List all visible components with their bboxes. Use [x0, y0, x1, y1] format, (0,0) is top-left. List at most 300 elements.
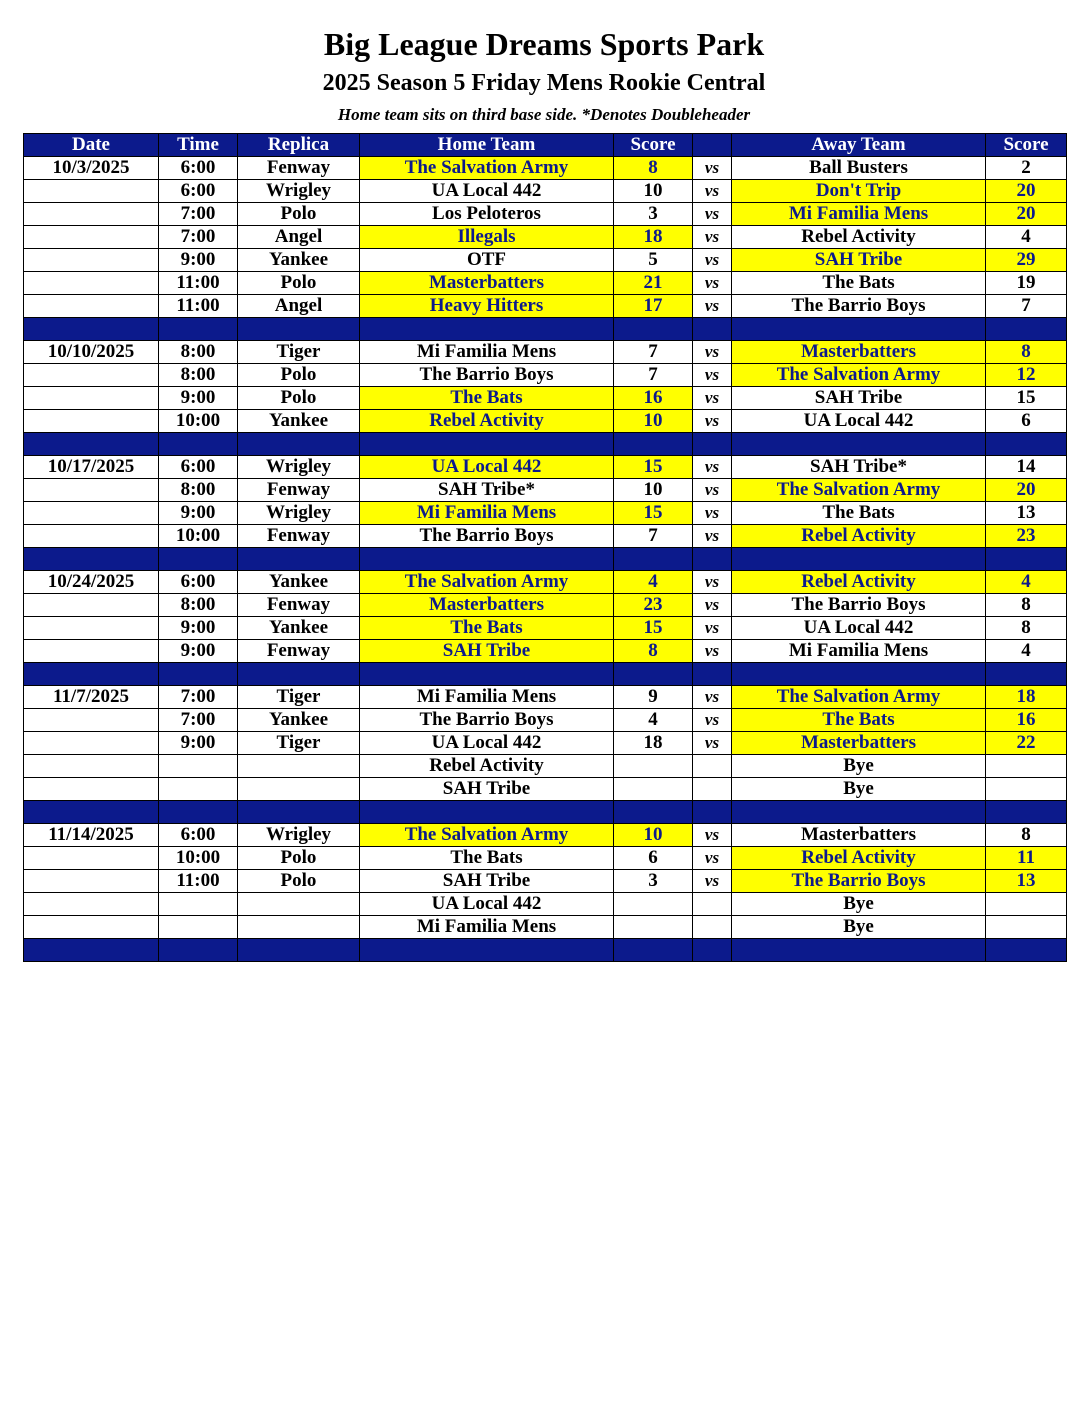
replica-cell: Yankee — [238, 571, 360, 594]
vs-cell: vs — [693, 617, 732, 640]
vs-cell: vs — [693, 502, 732, 525]
table-row — [24, 249, 1067, 272]
home-score-cell: 10 — [614, 410, 693, 433]
replica-cell: Polo — [238, 870, 360, 893]
away-score-cell: 4 — [986, 226, 1067, 249]
separator-cell — [24, 433, 159, 456]
separator-cell — [614, 801, 693, 824]
away-team-cell: Mi Familia Mens — [732, 203, 986, 226]
home-team-cell: SAH Tribe* — [360, 479, 614, 502]
separator-cell — [159, 433, 238, 456]
separator-cell — [159, 663, 238, 686]
separator-cell — [238, 939, 360, 962]
time-cell: 7:00 — [159, 686, 238, 709]
vs-cell: vs — [693, 272, 732, 295]
replica-cell: Angel — [238, 295, 360, 318]
home-score-cell: 6 — [614, 847, 693, 870]
table-header-row — [24, 134, 1067, 157]
date-cell — [24, 180, 159, 203]
week-separator-row — [24, 318, 1067, 341]
away-team-cell: Bye — [732, 778, 986, 801]
separator-cell — [732, 801, 986, 824]
away-team-cell: Masterbatters — [732, 824, 986, 847]
home-score-cell: 7 — [614, 341, 693, 364]
time-cell — [159, 755, 238, 778]
separator-cell — [693, 939, 732, 962]
vs-cell: vs — [693, 571, 732, 594]
col-header-vs — [693, 134, 732, 157]
separator-cell — [360, 433, 614, 456]
replica-cell — [238, 778, 360, 801]
home-score-cell: 9 — [614, 686, 693, 709]
replica-cell: Wrigley — [238, 456, 360, 479]
date-cell — [24, 479, 159, 502]
table-row — [24, 502, 1067, 525]
time-cell: 10:00 — [159, 525, 238, 548]
separator-cell — [24, 939, 159, 962]
page-title: Big League Dreams Sports Park — [323, 26, 765, 62]
time-cell: 6:00 — [159, 824, 238, 847]
away-team-cell: Masterbatters — [732, 732, 986, 755]
col-header-home-score: Score — [614, 134, 693, 157]
home-score-cell — [614, 778, 693, 801]
time-cell: 7:00 — [159, 226, 238, 249]
away-team-cell: SAH Tribe* — [732, 456, 986, 479]
home-score-cell: 8 — [614, 157, 693, 180]
date-cell — [24, 755, 159, 778]
away-score-cell: 20 — [986, 203, 1067, 226]
table-row — [24, 456, 1067, 479]
home-score-cell: 16 — [614, 387, 693, 410]
home-team-cell: Masterbatters — [360, 594, 614, 617]
replica-cell: Yankee — [238, 709, 360, 732]
separator-cell — [614, 548, 693, 571]
vs-cell — [693, 893, 732, 916]
home-team-cell: Mi Familia Mens — [360, 341, 614, 364]
home-score-cell: 10 — [614, 824, 693, 847]
col-header-replica: Replica — [238, 134, 360, 157]
replica-cell: Fenway — [238, 594, 360, 617]
away-team-cell: The Salvation Army — [732, 479, 986, 502]
replica-cell — [238, 916, 360, 939]
time-cell — [159, 916, 238, 939]
table-row — [24, 778, 1067, 801]
time-cell: 8:00 — [159, 594, 238, 617]
vs-cell: vs — [693, 847, 732, 870]
home-team-cell: The Bats — [360, 617, 614, 640]
table-row — [24, 870, 1067, 893]
vs-cell: vs — [693, 640, 732, 663]
away-score-cell: 8 — [986, 594, 1067, 617]
away-score-cell: 4 — [986, 571, 1067, 594]
home-score-cell: 10 — [614, 479, 693, 502]
time-cell: 11:00 — [159, 295, 238, 318]
separator-cell — [159, 801, 238, 824]
away-team-cell: Rebel Activity — [732, 525, 986, 548]
away-team-cell: Bye — [732, 893, 986, 916]
away-team-cell: Bye — [732, 755, 986, 778]
separator-cell — [614, 318, 693, 341]
away-score-cell: 8 — [986, 617, 1067, 640]
table-row — [24, 272, 1067, 295]
table-row — [24, 916, 1067, 939]
date-cell — [24, 387, 159, 410]
away-team-cell: Bye — [732, 916, 986, 939]
date-cell — [24, 778, 159, 801]
replica-cell: Polo — [238, 387, 360, 410]
separator-cell — [360, 548, 614, 571]
separator-cell — [360, 939, 614, 962]
home-score-cell: 17 — [614, 295, 693, 318]
vs-cell: vs — [693, 410, 732, 433]
date-cell — [24, 870, 159, 893]
table-row — [24, 893, 1067, 916]
home-team-cell: Rebel Activity — [360, 410, 614, 433]
home-team-cell: Masterbatters — [360, 272, 614, 295]
time-cell: 11:00 — [159, 870, 238, 893]
home-team-cell: The Salvation Army — [360, 157, 614, 180]
table-row — [24, 410, 1067, 433]
date-cell — [24, 249, 159, 272]
col-header-date: Date — [24, 134, 159, 157]
away-team-cell: The Bats — [732, 709, 986, 732]
home-score-cell: 3 — [614, 870, 693, 893]
table-row — [24, 157, 1067, 180]
date-cell — [24, 226, 159, 249]
date-cell: 10/17/2025 — [24, 456, 159, 479]
date-cell — [24, 617, 159, 640]
vs-cell — [693, 778, 732, 801]
date-cell: 10/3/2025 — [24, 157, 159, 180]
away-team-cell: Ball Busters — [732, 157, 986, 180]
away-team-cell: UA Local 442 — [732, 410, 986, 433]
away-team-cell: Rebel Activity — [732, 571, 986, 594]
date-cell: 10/24/2025 — [24, 571, 159, 594]
week-separator-row — [24, 801, 1067, 824]
away-score-cell: 13 — [986, 870, 1067, 893]
away-score-cell — [986, 893, 1067, 916]
separator-cell — [159, 939, 238, 962]
date-cell — [24, 847, 159, 870]
home-team-cell: UA Local 442 — [360, 893, 614, 916]
col-header-away-team: Away Team — [732, 134, 986, 157]
away-score-cell: 8 — [986, 341, 1067, 364]
time-cell: 9:00 — [159, 732, 238, 755]
separator-cell — [986, 318, 1067, 341]
away-score-cell: 7 — [986, 295, 1067, 318]
separator-cell — [693, 433, 732, 456]
away-score-cell: 19 — [986, 272, 1067, 295]
date-cell: 10/10/2025 — [24, 341, 159, 364]
vs-cell: vs — [693, 479, 732, 502]
separator-cell — [693, 801, 732, 824]
away-team-cell: The Bats — [732, 272, 986, 295]
away-score-cell — [986, 778, 1067, 801]
replica-cell: Wrigley — [238, 180, 360, 203]
vs-cell: vs — [693, 341, 732, 364]
date-cell — [24, 916, 159, 939]
table-row — [24, 525, 1067, 548]
time-cell: 9:00 — [159, 387, 238, 410]
home-score-cell: 18 — [614, 732, 693, 755]
time-cell: 8:00 — [159, 364, 238, 387]
vs-cell: vs — [693, 686, 732, 709]
away-score-cell: 23 — [986, 525, 1067, 548]
away-score-cell — [986, 755, 1067, 778]
table-row — [24, 709, 1067, 732]
separator-cell — [693, 548, 732, 571]
away-team-cell: Rebel Activity — [732, 226, 986, 249]
home-team-cell: Heavy Hitters — [360, 295, 614, 318]
time-cell: 10:00 — [159, 410, 238, 433]
replica-cell: Polo — [238, 203, 360, 226]
separator-cell — [360, 318, 614, 341]
separator-cell — [732, 548, 986, 571]
away-score-cell: 20 — [986, 479, 1067, 502]
replica-cell: Polo — [238, 364, 360, 387]
replica-cell: Polo — [238, 847, 360, 870]
home-team-cell: Rebel Activity — [360, 755, 614, 778]
replica-cell: Yankee — [238, 617, 360, 640]
date-cell — [24, 295, 159, 318]
away-score-cell: 8 — [986, 824, 1067, 847]
home-team-cell: Mi Familia Mens — [360, 502, 614, 525]
separator-cell — [986, 663, 1067, 686]
home-score-cell: 23 — [614, 594, 693, 617]
home-score-cell: 15 — [614, 456, 693, 479]
away-team-cell: SAH Tribe — [732, 387, 986, 410]
date-cell — [24, 525, 159, 548]
home-score-cell: 7 — [614, 525, 693, 548]
table-row — [24, 180, 1067, 203]
date-cell — [24, 594, 159, 617]
home-team-cell: UA Local 442 — [360, 456, 614, 479]
away-score-cell: 29 — [986, 249, 1067, 272]
week-separator-row — [24, 548, 1067, 571]
separator-cell — [159, 318, 238, 341]
home-team-cell: The Salvation Army — [360, 824, 614, 847]
home-score-cell: 4 — [614, 571, 693, 594]
vs-cell: vs — [693, 364, 732, 387]
vs-cell: vs — [693, 180, 732, 203]
separator-cell — [360, 801, 614, 824]
replica-cell: Wrigley — [238, 502, 360, 525]
separator-cell — [732, 318, 986, 341]
date-cell — [24, 272, 159, 295]
page-subtitle: 2025 Season 5 Friday Mens Rookie Central — [322, 70, 766, 96]
separator-cell — [614, 663, 693, 686]
week-separator-row — [24, 663, 1067, 686]
separator-cell — [24, 548, 159, 571]
vs-cell: vs — [693, 387, 732, 410]
home-score-cell: 18 — [614, 226, 693, 249]
away-team-cell: Masterbatters — [732, 341, 986, 364]
table-row — [24, 203, 1067, 226]
replica-cell: Tiger — [238, 686, 360, 709]
week-separator-row — [24, 433, 1067, 456]
table-row — [24, 364, 1067, 387]
home-team-cell: Los Peloteros — [360, 203, 614, 226]
away-team-cell: The Salvation Army — [732, 364, 986, 387]
col-header-away-score: Score — [986, 134, 1067, 157]
vs-cell: vs — [693, 870, 732, 893]
home-score-cell: 7 — [614, 364, 693, 387]
table-row — [24, 617, 1067, 640]
table-row — [24, 226, 1067, 249]
home-score-cell: 10 — [614, 180, 693, 203]
time-cell — [159, 778, 238, 801]
home-score-cell: 15 — [614, 502, 693, 525]
separator-cell — [693, 318, 732, 341]
away-team-cell: The Bats — [732, 502, 986, 525]
separator-cell — [24, 663, 159, 686]
away-score-cell: 18 — [986, 686, 1067, 709]
home-score-cell — [614, 893, 693, 916]
home-score-cell — [614, 916, 693, 939]
home-team-cell: The Barrio Boys — [360, 364, 614, 387]
date-cell — [24, 410, 159, 433]
away-team-cell: Rebel Activity — [732, 847, 986, 870]
week-separator-row — [24, 939, 1067, 962]
vs-cell — [693, 755, 732, 778]
replica-cell: Wrigley — [238, 824, 360, 847]
table-row — [24, 594, 1067, 617]
home-team-cell: SAH Tribe — [360, 778, 614, 801]
date-cell — [24, 732, 159, 755]
separator-cell — [238, 663, 360, 686]
time-cell: 6:00 — [159, 180, 238, 203]
vs-cell: vs — [693, 732, 732, 755]
table-row — [24, 686, 1067, 709]
home-team-cell: SAH Tribe — [360, 640, 614, 663]
schedule-note: Home team sits on third base side. *Denotes Doubleheader — [337, 105, 751, 124]
col-header-home-team: Home Team — [360, 134, 614, 157]
date-cell — [24, 640, 159, 663]
replica-cell: Polo — [238, 272, 360, 295]
vs-cell: vs — [693, 203, 732, 226]
table-row — [24, 732, 1067, 755]
replica-cell: Fenway — [238, 640, 360, 663]
date-cell: 11/14/2025 — [24, 824, 159, 847]
vs-cell: vs — [693, 525, 732, 548]
separator-cell — [24, 318, 159, 341]
time-cell: 6:00 — [159, 571, 238, 594]
home-score-cell: 21 — [614, 272, 693, 295]
time-cell: 8:00 — [159, 479, 238, 502]
vs-cell: vs — [693, 157, 732, 180]
table-row — [24, 824, 1067, 847]
home-team-cell: The Barrio Boys — [360, 709, 614, 732]
home-score-cell: 5 — [614, 249, 693, 272]
time-cell: 6:00 — [159, 157, 238, 180]
date-cell: 11/7/2025 — [24, 686, 159, 709]
time-cell: 8:00 — [159, 341, 238, 364]
away-score-cell: 22 — [986, 732, 1067, 755]
away-score-cell: 6 — [986, 410, 1067, 433]
away-score-cell: 13 — [986, 502, 1067, 525]
away-score-cell: 20 — [986, 180, 1067, 203]
home-score-cell: 15 — [614, 617, 693, 640]
replica-cell — [238, 893, 360, 916]
time-cell: 7:00 — [159, 203, 238, 226]
schedule-table — [23, 133, 1067, 962]
date-cell — [24, 709, 159, 732]
away-team-cell: The Barrio Boys — [732, 870, 986, 893]
date-cell — [24, 203, 159, 226]
home-team-cell: The Bats — [360, 387, 614, 410]
home-team-cell: The Bats — [360, 847, 614, 870]
vs-cell: vs — [693, 824, 732, 847]
away-team-cell: The Salvation Army — [732, 686, 986, 709]
home-team-cell: Mi Familia Mens — [360, 916, 614, 939]
separator-cell — [986, 939, 1067, 962]
replica-cell: Fenway — [238, 479, 360, 502]
table-row — [24, 341, 1067, 364]
away-score-cell: 11 — [986, 847, 1067, 870]
separator-cell — [238, 801, 360, 824]
vs-cell: vs — [693, 226, 732, 249]
away-score-cell: 2 — [986, 157, 1067, 180]
replica-cell: Tiger — [238, 732, 360, 755]
replica-cell — [238, 755, 360, 778]
separator-cell — [986, 548, 1067, 571]
away-team-cell: Mi Familia Mens — [732, 640, 986, 663]
time-cell: 6:00 — [159, 456, 238, 479]
date-cell — [24, 502, 159, 525]
time-cell: 11:00 — [159, 272, 238, 295]
vs-cell: vs — [693, 709, 732, 732]
table-row — [24, 387, 1067, 410]
separator-cell — [24, 801, 159, 824]
home-team-cell: UA Local 442 — [360, 732, 614, 755]
time-cell: 7:00 — [159, 709, 238, 732]
away-score-cell: 16 — [986, 709, 1067, 732]
vs-cell — [693, 916, 732, 939]
replica-cell: Angel — [238, 226, 360, 249]
vs-cell: vs — [693, 594, 732, 617]
away-team-cell: Don't Trip — [732, 180, 986, 203]
replica-cell: Fenway — [238, 525, 360, 548]
home-team-cell: SAH Tribe — [360, 870, 614, 893]
separator-cell — [614, 433, 693, 456]
away-score-cell: 4 — [986, 640, 1067, 663]
away-team-cell: UA Local 442 — [732, 617, 986, 640]
separator-cell — [238, 548, 360, 571]
separator-cell — [986, 801, 1067, 824]
away-team-cell: The Barrio Boys — [732, 594, 986, 617]
time-cell: 9:00 — [159, 249, 238, 272]
home-score-cell: 8 — [614, 640, 693, 663]
away-score-cell: 14 — [986, 456, 1067, 479]
replica-cell: Yankee — [238, 410, 360, 433]
home-team-cell: The Salvation Army — [360, 571, 614, 594]
date-cell — [24, 893, 159, 916]
separator-cell — [732, 433, 986, 456]
away-score-cell: 12 — [986, 364, 1067, 387]
col-header-time: Time — [159, 134, 238, 157]
table-row — [24, 571, 1067, 594]
time-cell: 9:00 — [159, 640, 238, 663]
home-score-cell — [614, 755, 693, 778]
away-score-cell — [986, 916, 1067, 939]
home-team-cell: Illegals — [360, 226, 614, 249]
separator-cell — [238, 318, 360, 341]
table-row — [24, 640, 1067, 663]
date-cell — [24, 364, 159, 387]
home-score-cell: 3 — [614, 203, 693, 226]
separator-cell — [732, 663, 986, 686]
vs-cell: vs — [693, 249, 732, 272]
